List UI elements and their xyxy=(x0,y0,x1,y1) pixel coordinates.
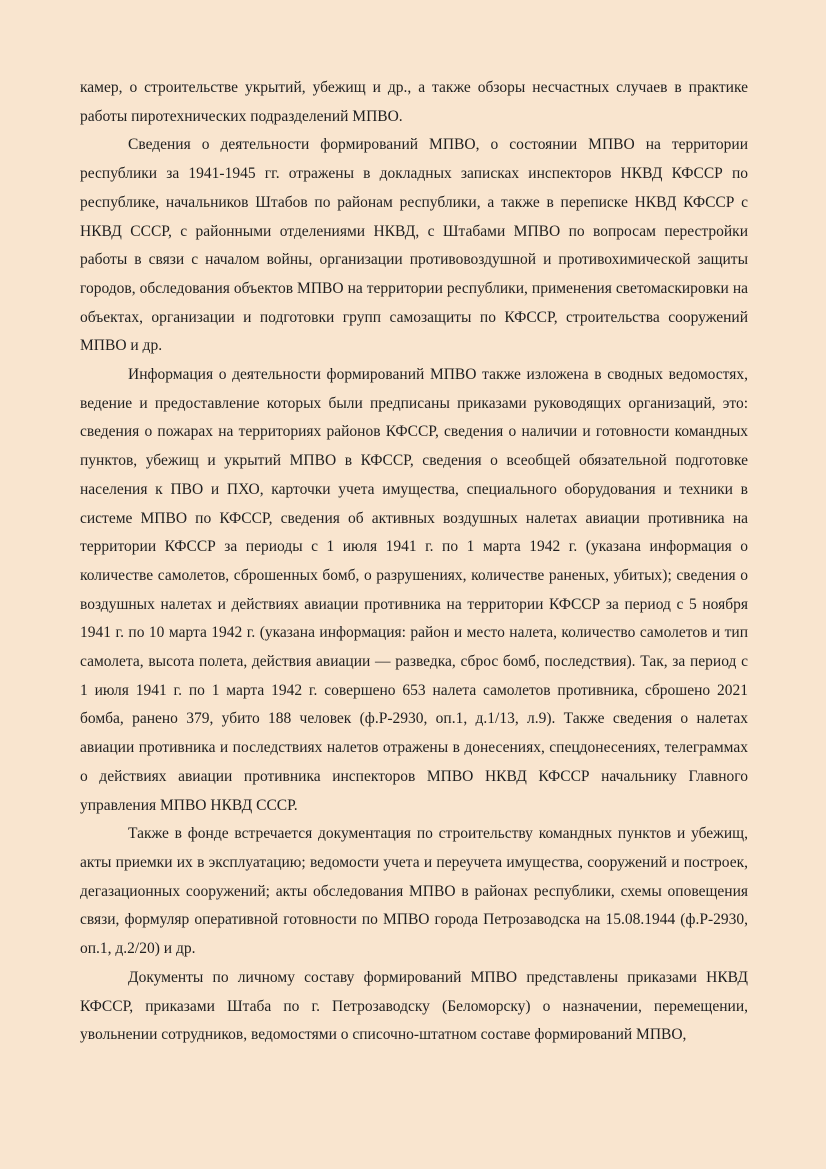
paragraph-2: Сведения о деятельности формирований МПВО, о состоянии МПВО на территории республики за 1941-1945 гг. отражены в докладных записках инспекторов НКВД КФССР по республике, начальников Штабов по районам республики, а также в переписке НКВД КФССР с НКВД СССР, с районными отделениями НКВД, с Штабами МПВО по вопросам перестройки работы в связи с началом войны, организации противовоздушной и противохимической защиты городов, обследования объектов МПВО на территории республики, применения светомаскировки на объектах, организации и подготовки групп самозащиты по КФССР, строительства сооружений МПВО и др. xyxy=(80,136,748,355)
paragraph-3: Информация о деятельности формирований МПВО также изложена в сводных ведомостях, ведение и предоставление которых были предписаны приказами руководящих организаций, это: сведения о пожарах на территориях районов КФССР, сведения о наличии и готовности командных пунктов, убежищ и укрытий МПВО в КФССР, сведения о всеобщей обязательной подготовке населения к ПВО и ПХО, карточки учета имущества, специального оборудования и техники в системе МПВО по КФССР, сведения об активных воздушных налетах авиации противника на территории КФССР за периоды с 1 июля 1941 г. по 1 марта 1942 г. (указана информация о количестве самолетов, сброшенных бомб, о разрушениях, количестве раненых, убитых); сведения о воздушных налетах и действиях авиации противника на территории КФССР за период с 5 ноября 1941 г. по 10 марта 1942 г. (указана информация: район и место налета, количество самолетов и тип самолета, высота полета, действия авиации — разведка, сброс бомб, последствия). Так, за период с 1 июля 1941 г. по 1 марта 1942 г. совершено 653 налета самолетов противника, сброшено 2021 бомба, ранено 379, убито 188 человек (ф.Р-2930, оп.1, д.1/13, л.9). Также сведения о налетах авиации противника и последствиях налетов отражены в донесениях, спецдонесениях, телеграммах о действиях авиации противника инспекторов МПВО НКВД КФССР начальнику Главного управления МПВО НКВД СССР. xyxy=(80,366,748,814)
document-page xyxy=(80,74,748,1050)
paragraph-1: камер, о строительстве укрытий, убежищ и др., а также обзоры несчастных случаев в практике работы пиротехнических подразделений МПВО. xyxy=(80,79,748,125)
paragraph-5: Документы по личному составу формирований МПВО представлены приказами НКВД КФССР, приказами Штаба по г. Петрозаводску (Беломорску) о назначении, перемещении, увольнении сотрудников, ведомостями о списочно-штатном составе формирований МПВО, xyxy=(80,968,748,1044)
paragraph-4: Также в фонде встречается документация по строительству командных пунктов и убежищ, акты приемки их в эксплуатацию; ведомости учета и переучета имущества, сооружений и построек, дегазационных сооружений; акты обследования МПВО в районах республики, схемы оповещения связи, формуляр оперативной готовности по МПВО города Петрозаводска на 15.08.1944 (ф.Р-2930, оп.1, д.2/20) и др. xyxy=(80,825,748,958)
